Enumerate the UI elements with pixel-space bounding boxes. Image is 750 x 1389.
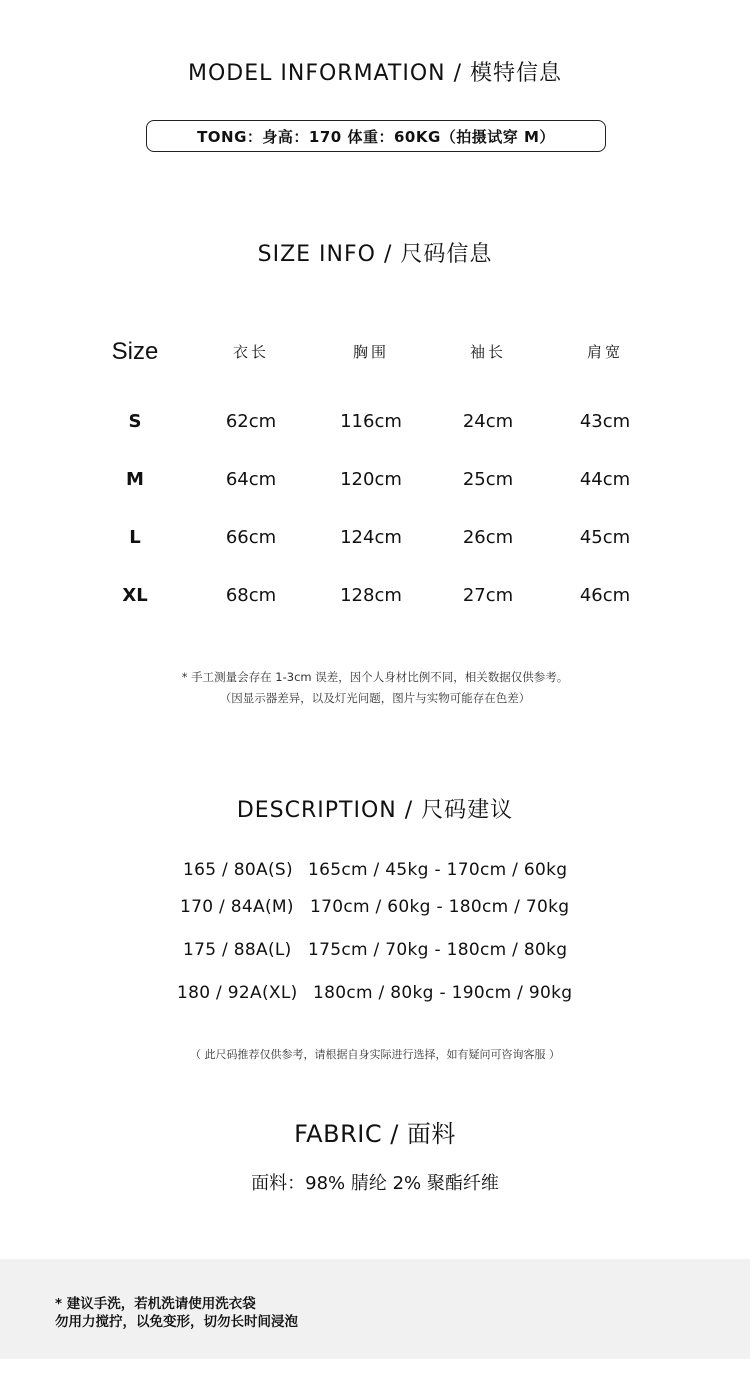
header-shoulder: 肩宽 bbox=[586, 343, 623, 361]
size-info-title: SIZE INFO / 尺码信息 bbox=[257, 242, 493, 267]
length-value: 66cm bbox=[225, 527, 277, 548]
size-row-l bbox=[75, 518, 695, 558]
description-title: DESCRIPTION / 尺码建议 bbox=[236, 798, 514, 823]
size-label: M bbox=[126, 469, 144, 490]
description-size: 165 / 80A(S) bbox=[183, 860, 293, 880]
header-length: 衣长 bbox=[232, 343, 269, 361]
model-info-title: MODEL INFORMATION / 模特信息 bbox=[187, 61, 562, 86]
description-size: 180 / 92A(XL) bbox=[177, 983, 298, 1003]
fabric-title: FABRIC / 面料 bbox=[294, 1120, 456, 1148]
size-table-header bbox=[75, 332, 695, 372]
description-size: 175 / 88A(L) bbox=[183, 940, 292, 960]
shoulder-value: 44cm bbox=[579, 469, 631, 490]
sleeve-value: 27cm bbox=[462, 585, 514, 606]
shoulder-value: 45cm bbox=[579, 527, 631, 548]
model-info-box bbox=[146, 120, 606, 152]
care-line-1: * 建议手洗，若机洗请使用洗衣袋 bbox=[55, 1296, 256, 1312]
description-row bbox=[0, 892, 750, 922]
header-size: Size bbox=[111, 338, 159, 365]
sleeve-value: 25cm bbox=[462, 469, 514, 490]
chest-value: 116cm bbox=[340, 411, 402, 432]
description-range: 165cm / 45kg - 170cm / 60kg bbox=[308, 860, 568, 880]
shoulder-value: 46cm bbox=[579, 585, 631, 606]
description-range: 170cm / 60kg - 180cm / 70kg bbox=[310, 897, 570, 917]
header-sleeve: 袖长 bbox=[469, 343, 506, 361]
length-value: 68cm bbox=[225, 585, 277, 606]
size-row-s bbox=[75, 402, 695, 442]
measurement-note: * 手工测量会存在 1-3cm 误差，因个人身材比例不同，相关数据仅供参考。 bbox=[181, 670, 569, 684]
fabric-content: 面料：98% 腈纶 2% 聚酯纤维 bbox=[251, 1173, 499, 1194]
description-row bbox=[0, 978, 750, 1008]
description-note: （ 此尺码推荐仅供参考，请根据自身实际进行选择，如有疑问可咨询客服 ） bbox=[190, 1048, 560, 1061]
description-row bbox=[0, 935, 750, 965]
length-value: 62cm bbox=[225, 411, 277, 432]
sleeve-value: 24cm bbox=[462, 411, 514, 432]
size-label: XL bbox=[122, 585, 148, 606]
shoulder-value: 43cm bbox=[579, 411, 631, 432]
description-range: 180cm / 80kg - 190cm / 90kg bbox=[313, 983, 573, 1003]
size-row-xl bbox=[75, 576, 695, 616]
header-chest: 胸围 bbox=[352, 343, 389, 361]
chest-value: 120cm bbox=[340, 469, 402, 490]
description-size: 170 / 84A(M) bbox=[180, 897, 294, 917]
care-line-2: 勿用力搅拧，以免变形，切勿长时间浸泡 bbox=[55, 1314, 298, 1330]
sleeve-value: 26cm bbox=[462, 527, 514, 548]
size-label: S bbox=[128, 411, 142, 432]
color-note: （因显示器差异，以及灯光问题，图片与实物可能存在色差） bbox=[219, 691, 531, 705]
care-section bbox=[0, 1259, 750, 1359]
description-range: 175cm / 70kg - 180cm / 80kg bbox=[308, 940, 568, 960]
chest-value: 124cm bbox=[340, 527, 402, 548]
description-row bbox=[0, 855, 750, 885]
length-value: 64cm bbox=[225, 469, 277, 490]
size-row-m bbox=[75, 460, 695, 500]
model-info-text: TONG：身高：170 体重：60KG（拍摄试穿 M） bbox=[197, 127, 555, 146]
size-label: L bbox=[129, 527, 141, 548]
chest-value: 128cm bbox=[340, 585, 402, 606]
